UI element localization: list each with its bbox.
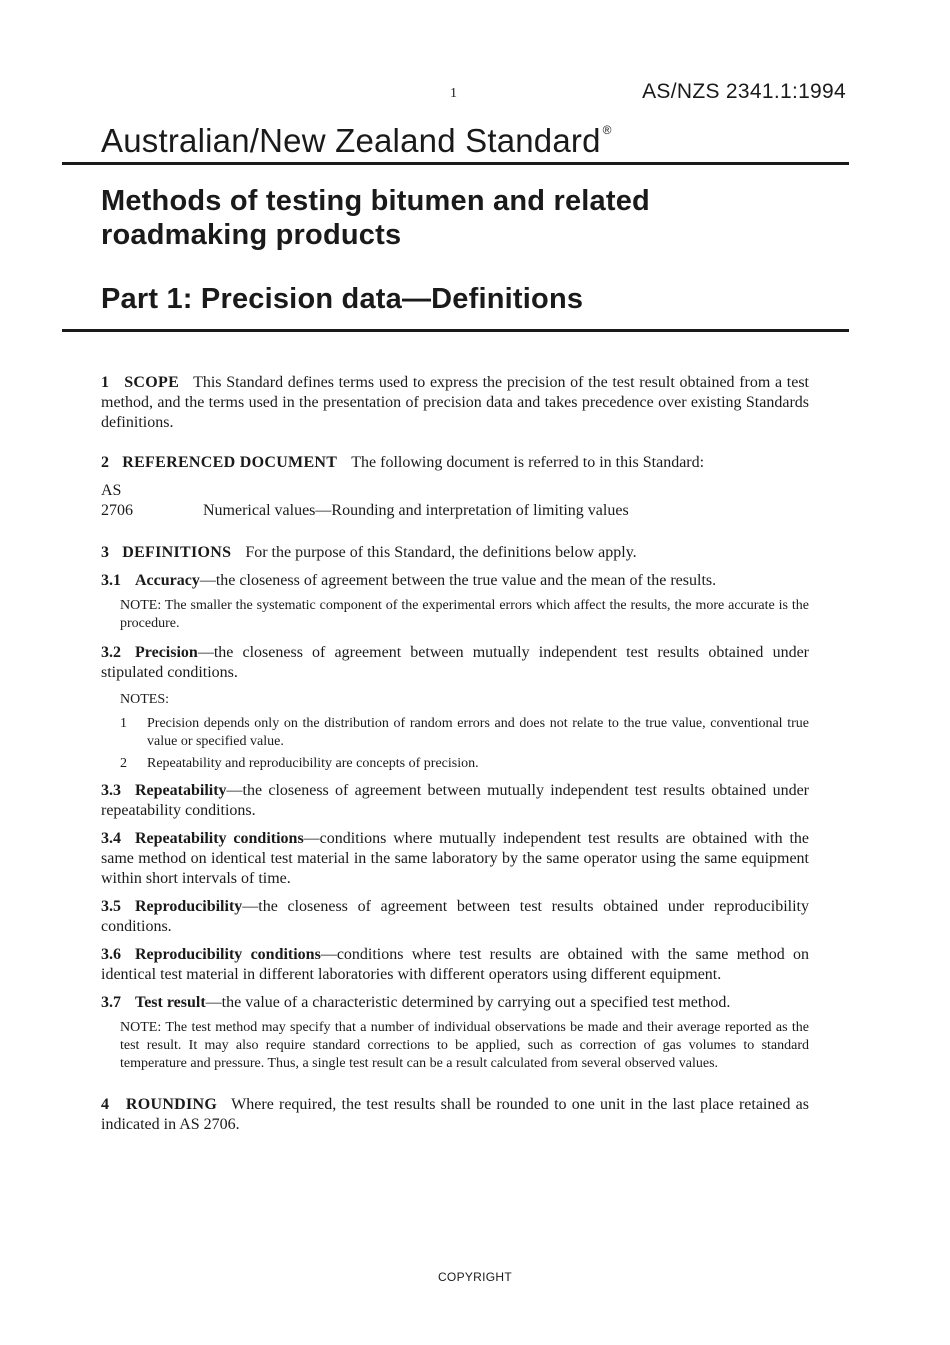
referenced-document-row xyxy=(101,481,809,521)
section-text: For the purpose of this Standard, the definitions below apply. xyxy=(245,544,637,561)
definition-text: —the closeness of agreement between the true value and the mean of the results. xyxy=(199,572,717,589)
section-heading: 1 SCOPE xyxy=(101,374,180,391)
header-rule xyxy=(62,162,849,165)
main-title-text: Australian/New Zealand Standard xyxy=(101,122,601,159)
note-item: 1 Precision depends only on the distribution of random errors and does not relate to the true value, conventional true value or specified value. xyxy=(120,716,809,749)
definition-test-result: 3.7 Test result—the value of a characteristic determined by carrying out a specified test method. xyxy=(101,994,731,1011)
referenced-document-title: Numerical values—Rounding and interpretation of limiting values xyxy=(203,502,629,519)
section-referenced xyxy=(101,453,809,473)
referenced-document-code: AS 2706 xyxy=(101,482,133,519)
definition-repeatability-conditions: 3.4 Repeatability conditions—conditions where mutually independent test results are obtained with the same method on identical test material in the same laboratory by the same operator using the same equipment within short intervals of time. xyxy=(101,830,809,887)
definition-term: Accuracy xyxy=(135,572,200,589)
definition-term: Test result xyxy=(135,994,206,1011)
referenced-documents-table xyxy=(101,481,809,521)
section-text: This Standard defines terms used to express the precision of the test result obtained from a test method, and the terms used in the presentation of precision data and takes precedence over existing Standards definitions. xyxy=(101,374,809,431)
section-heading: 3 DEFINITIONS xyxy=(101,544,232,561)
registered-mark: ® xyxy=(602,123,612,137)
section-text: The following document is referred to in this Standard: xyxy=(351,454,705,471)
section-definitions xyxy=(101,543,809,563)
definition-accuracy: 3.1 Accuracy—the closeness of agreement between the true value and the mean of the results. xyxy=(101,572,717,589)
notes-heading: NOTES: xyxy=(120,692,169,707)
definition-term: Repeatability conditions xyxy=(135,830,304,847)
section-heading: 2 REFERENCED DOCUMENT xyxy=(101,454,338,471)
definition-text: —the value of a characteristic determined by carrying out a specified test method. xyxy=(205,994,731,1011)
definition-text: —the closeness of agreement between mutually independent test results obtained under stipulated conditions. xyxy=(101,644,809,681)
definition-repeatability: 3.3 Repeatability—the closeness of agreement between mutually independent test results obtained under repeatability conditions. xyxy=(101,782,809,819)
note-item: 2 Repeatability and reproducibility are concepts of precision. xyxy=(120,756,479,771)
main-title xyxy=(101,122,612,160)
definition-note: NOTE: The smaller the systematic component of the experimental errors which affect the results, the more accurate is the procedure. xyxy=(120,598,809,631)
copyright-footer: COPYRIGHT xyxy=(437,1270,513,1284)
section-scope xyxy=(101,373,809,433)
definition-reproducibility: 3.5 Reproducibility—the closeness of agreement between test results obtained under reproducibility conditions. xyxy=(101,898,809,935)
section-rounding xyxy=(101,1095,809,1135)
definition-text: —conditions where mutually independent test results are obtained with the same method on identical test material in the same laboratory by the same operator using the same equipment within short intervals of time. xyxy=(101,830,809,887)
definition-note: NOTE: The test method may specify that a number of individual observations be made and their average reported as the test result. It may also require standard corrections to be applied, such as correction of gas volumes to standard temperature and pressure. Thus, a single test result can be a result calculated from several observed values. xyxy=(120,1020,809,1071)
definition-term: Repeatability xyxy=(135,782,227,799)
page-number: 1 xyxy=(450,86,457,101)
definition-text: —conditions where test results are obtained with the same method on identical test material in different laboratories with different operators using different equipment. xyxy=(101,946,809,983)
title-rule xyxy=(62,329,849,332)
section-text: Where required, the test results shall be rounded to one unit in the last place retained as indicated in AS 2706. xyxy=(101,1096,810,1133)
definition-precision: 3.2 Precision—the closeness of agreement between mutually independent test results obtained under stipulated conditions. xyxy=(101,644,809,681)
part-title: Part 1: Precision data—Definitions xyxy=(101,283,584,315)
standard-code: AS/NZS 2341.1:1994 xyxy=(642,80,846,103)
document-body xyxy=(101,373,809,1135)
definition-term: Reproducibility conditions xyxy=(135,946,321,963)
section-heading: 4 ROUNDING xyxy=(101,1096,218,1113)
definition-term: Reproducibility xyxy=(135,898,243,915)
document-title: Methods of testing bitumen and related roadmaking products xyxy=(101,185,650,251)
definition-term: Precision xyxy=(135,644,198,661)
definition-reproducibility-conditions: 3.6 Reproducibility conditions—conditions where test results are obtained with the same method on identical test material in different laboratories with different operators using different equipment. xyxy=(101,946,809,983)
definition-text: —the closeness of agreement between mutually independent test results obtained under repeatability conditions. xyxy=(101,782,809,819)
definition-text: —the closeness of agreement between test results obtained under reproducibility conditions. xyxy=(101,898,809,935)
